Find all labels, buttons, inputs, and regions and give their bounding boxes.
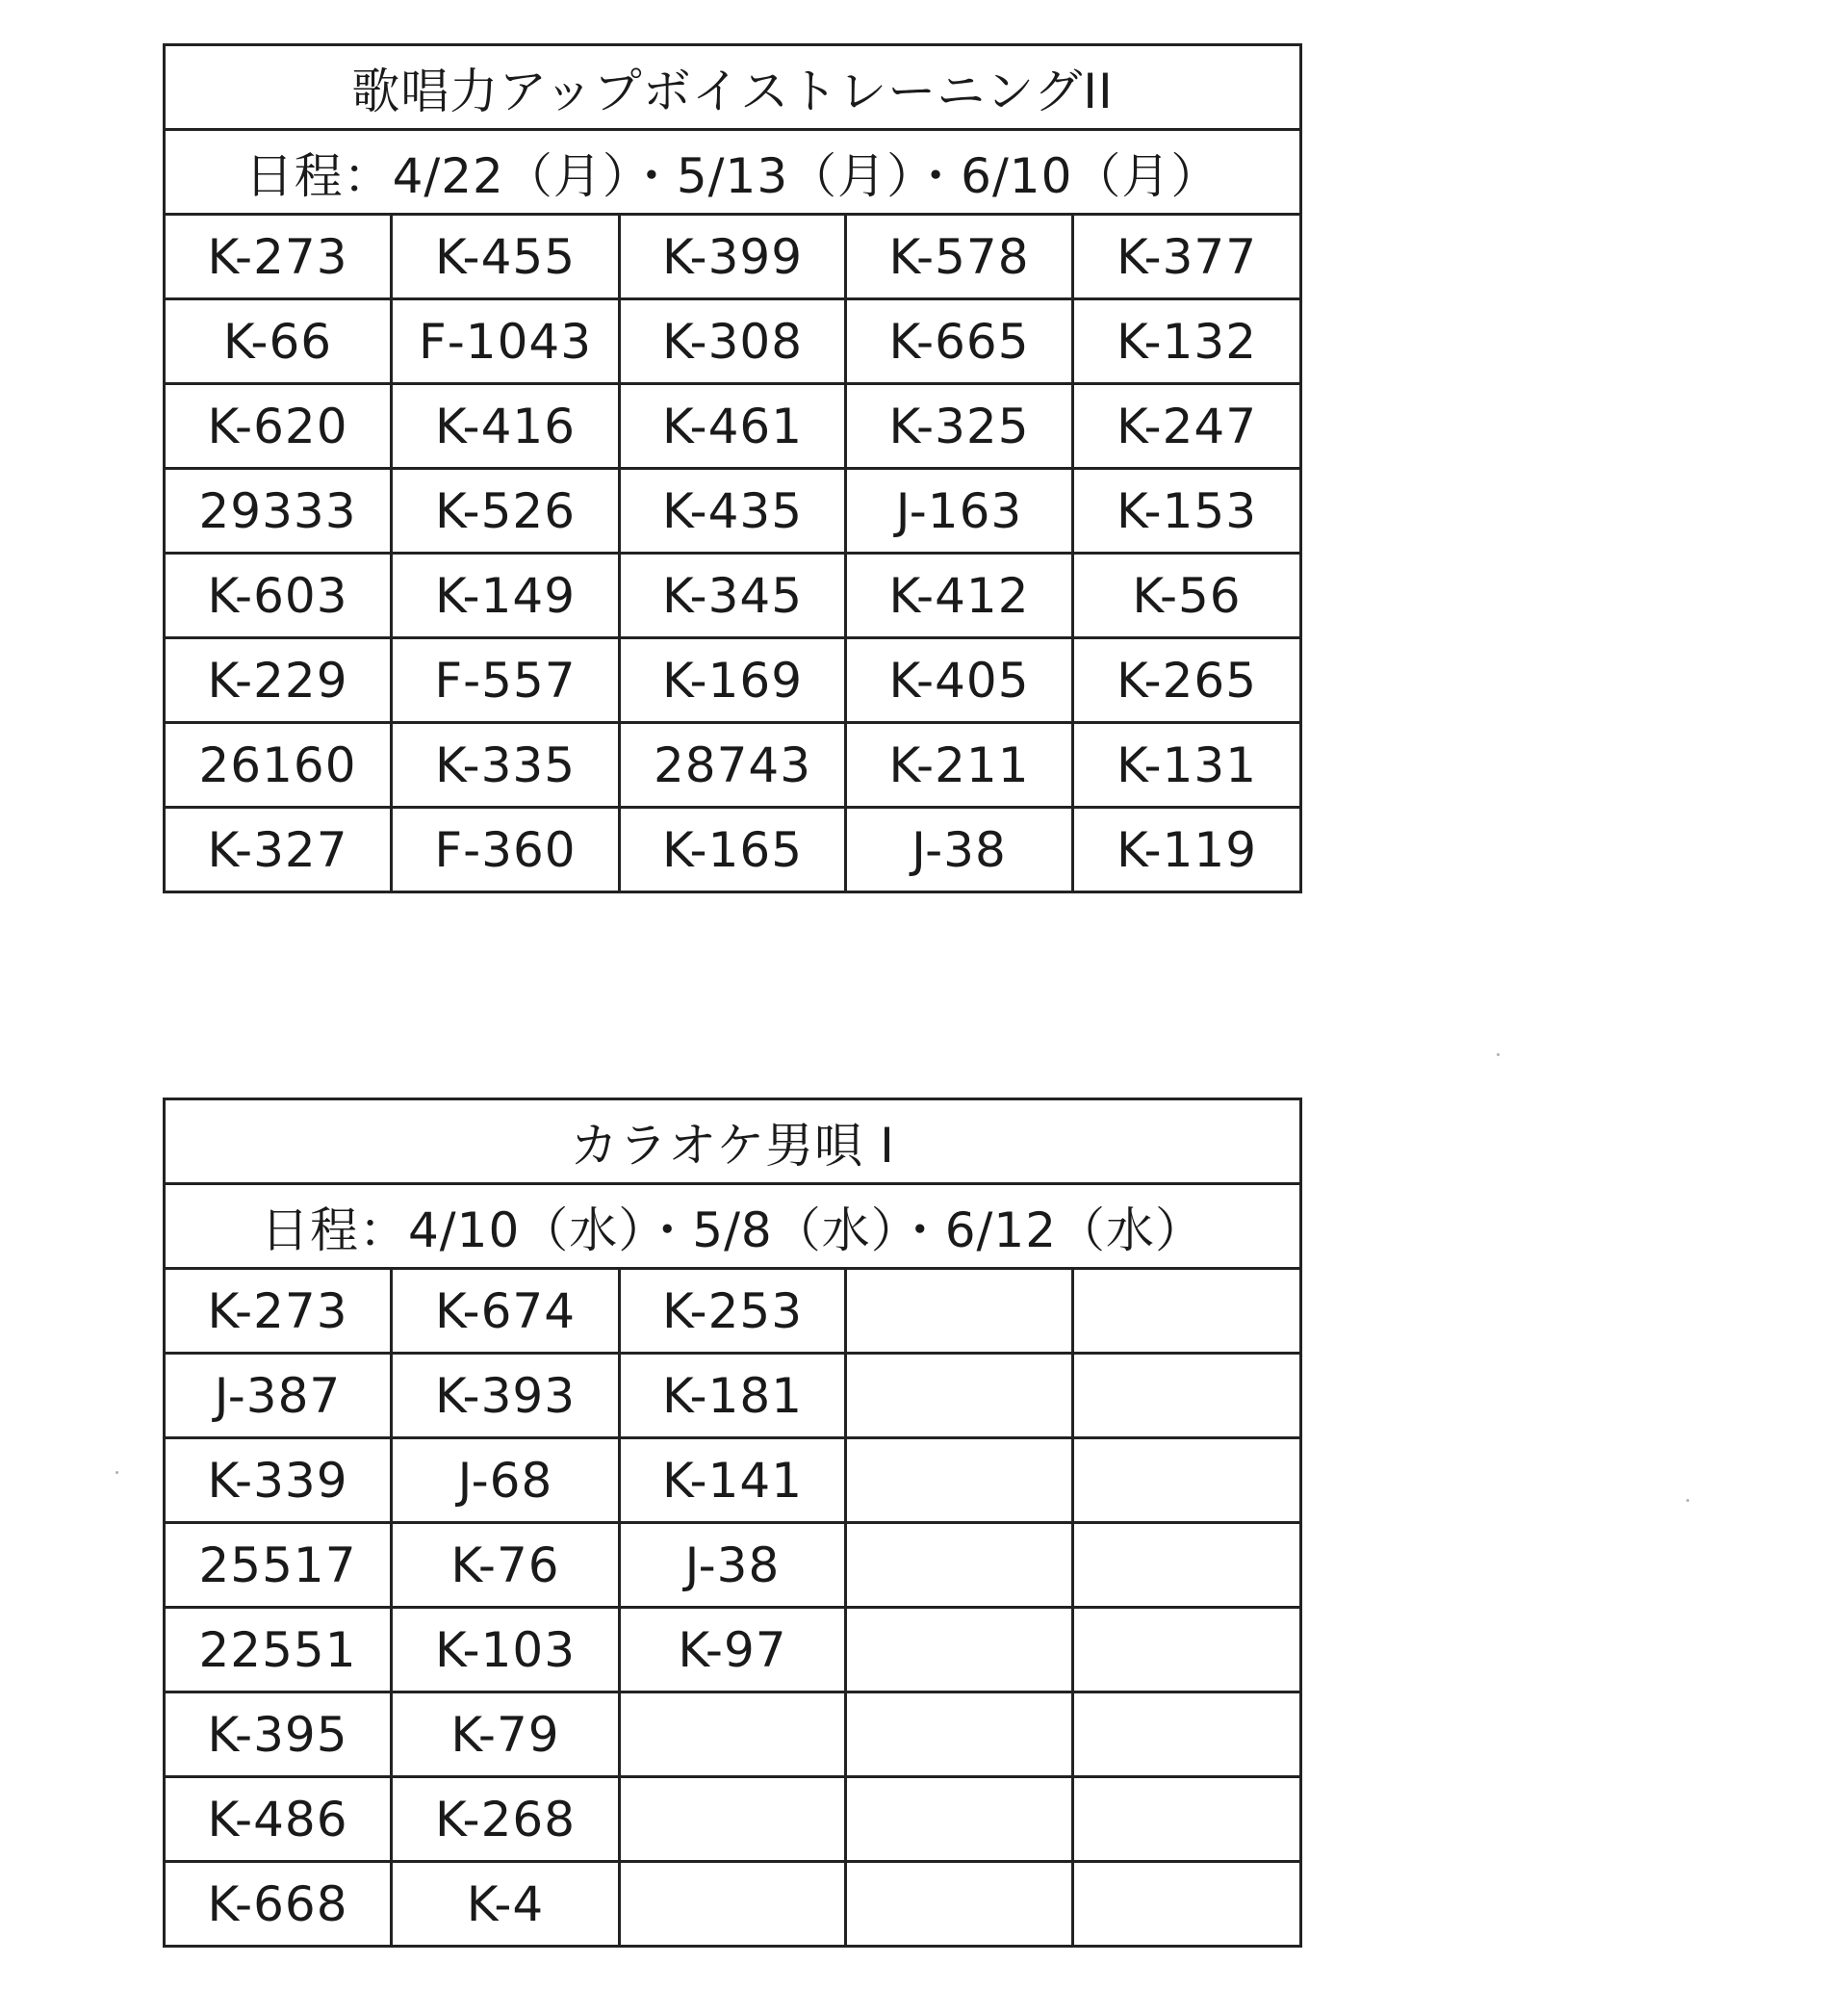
table-row [165, 1777, 1301, 1862]
table-row [165, 215, 1301, 299]
song-code-cell: K-132 [1073, 299, 1301, 384]
table-row [165, 1862, 1301, 1947]
song-code-cell [1073, 1862, 1301, 1947]
song-code-cell: 29333 [165, 469, 392, 554]
course-title: 歌唱力アップボイストレーニングII [165, 45, 1301, 130]
song-code-cell: K-603 [165, 554, 392, 638]
scan-speck [1686, 1499, 1689, 1502]
song-code-cell [846, 1269, 1073, 1354]
song-code-cell: K-153 [1073, 469, 1301, 554]
table-row [165, 1608, 1301, 1692]
song-code-cell: K-665 [846, 299, 1073, 384]
song-code-cell: K-327 [165, 808, 392, 892]
song-code-cell: K-395 [165, 1692, 392, 1777]
song-code-cell [846, 1777, 1073, 1862]
song-code-cell: K-141 [620, 1438, 846, 1523]
song-code-cell [1073, 1777, 1301, 1862]
song-code-cell: K-247 [1073, 384, 1301, 469]
song-code-cell: K-165 [620, 808, 846, 892]
song-code-cell: K-674 [392, 1269, 620, 1354]
course-schedule: 日程：4/22（月）・5/13（月）・6/10（月） [165, 130, 1301, 215]
table-row [165, 1354, 1301, 1438]
song-code-cell: K-335 [392, 723, 620, 808]
song-code-cell: K-405 [846, 638, 1073, 723]
song-code-cell [1073, 1269, 1301, 1354]
song-code-cell: K-273 [165, 1269, 392, 1354]
song-code-cell: J-38 [846, 808, 1073, 892]
table-title-row [165, 1099, 1301, 1184]
song-code-cell: K-268 [392, 1777, 620, 1862]
song-code-cell: J-38 [620, 1523, 846, 1608]
song-code-cell: K-149 [392, 554, 620, 638]
table-title-row [165, 45, 1301, 130]
song-code-cell: K-377 [1073, 215, 1301, 299]
song-code-cell [620, 1777, 846, 1862]
song-code-cell: K-412 [846, 554, 1073, 638]
song-code-cell [846, 1354, 1073, 1438]
song-code-cell: K-455 [392, 215, 620, 299]
song-code-cell [846, 1438, 1073, 1523]
table-row [165, 469, 1301, 554]
song-code-cell: K-668 [165, 1862, 392, 1947]
song-code-cell: K-435 [620, 469, 846, 554]
song-code-cell: K-486 [165, 1777, 392, 1862]
song-code-cell: F-360 [392, 808, 620, 892]
table-row [165, 1269, 1301, 1354]
course-schedule: 日程：4/10（水）・5/8（水）・6/12（水） [165, 1184, 1301, 1269]
song-code-cell: K-253 [620, 1269, 846, 1354]
song-code-cell: 28743 [620, 723, 846, 808]
song-code-cell: K-229 [165, 638, 392, 723]
song-code-cell: K-461 [620, 384, 846, 469]
song-code-cell: K-265 [1073, 638, 1301, 723]
song-code-cell: K-103 [392, 1608, 620, 1692]
table-dates-row [165, 130, 1301, 215]
song-code-cell: 25517 [165, 1523, 392, 1608]
song-code-cell [1073, 1438, 1301, 1523]
song-code-cell: K-4 [392, 1862, 620, 1947]
song-code-cell: K-339 [165, 1438, 392, 1523]
song-code-cell: J-387 [165, 1354, 392, 1438]
song-code-cell: K-169 [620, 638, 846, 723]
table-row [165, 554, 1301, 638]
song-code-cell [620, 1862, 846, 1947]
song-code-cell [1073, 1608, 1301, 1692]
song-code-cell: K-578 [846, 215, 1073, 299]
scan-speck [1497, 1053, 1500, 1056]
table-row [165, 638, 1301, 723]
scan-speck [116, 1471, 118, 1474]
song-code-cell: F-557 [392, 638, 620, 723]
song-code-cell [1073, 1523, 1301, 1608]
song-code-cell: K-119 [1073, 808, 1301, 892]
table-row [165, 299, 1301, 384]
song-code-cell [1073, 1354, 1301, 1438]
song-code-cell: K-393 [392, 1354, 620, 1438]
song-code-cell: 22551 [165, 1608, 392, 1692]
course-title: カラオケ男唄 I [165, 1099, 1301, 1184]
song-code-cell [620, 1692, 846, 1777]
table-row [165, 1438, 1301, 1523]
song-code-cell: K-308 [620, 299, 846, 384]
song-table-voice-training [163, 43, 1302, 893]
song-code-cell: K-399 [620, 215, 846, 299]
song-code-cell: K-325 [846, 384, 1073, 469]
song-code-cell: J-68 [392, 1438, 620, 1523]
song-code-cell: J-163 [846, 469, 1073, 554]
song-code-cell: K-97 [620, 1608, 846, 1692]
song-code-cell [846, 1523, 1073, 1608]
song-code-cell [846, 1608, 1073, 1692]
song-code-cell [846, 1862, 1073, 1947]
table-row [165, 723, 1301, 808]
song-code-cell: K-273 [165, 215, 392, 299]
song-code-cell: K-620 [165, 384, 392, 469]
song-code-cell: K-79 [392, 1692, 620, 1777]
song-code-cell: F-1043 [392, 299, 620, 384]
song-code-cell [846, 1692, 1073, 1777]
song-code-cell: K-211 [846, 723, 1073, 808]
song-code-cell: K-345 [620, 554, 846, 638]
song-table-karaoke-men [163, 1098, 1302, 1948]
song-code-cell: K-181 [620, 1354, 846, 1438]
table-row [165, 808, 1301, 892]
song-code-cell: K-416 [392, 384, 620, 469]
song-code-cell: K-56 [1073, 554, 1301, 638]
song-code-cell: K-526 [392, 469, 620, 554]
table-row [165, 384, 1301, 469]
song-code-cell: K-131 [1073, 723, 1301, 808]
song-code-cell: 26160 [165, 723, 392, 808]
table-dates-row [165, 1184, 1301, 1269]
song-code-cell [1073, 1692, 1301, 1777]
song-code-cell: K-76 [392, 1523, 620, 1608]
table-row [165, 1692, 1301, 1777]
table-row [165, 1523, 1301, 1608]
song-code-cell: K-66 [165, 299, 392, 384]
